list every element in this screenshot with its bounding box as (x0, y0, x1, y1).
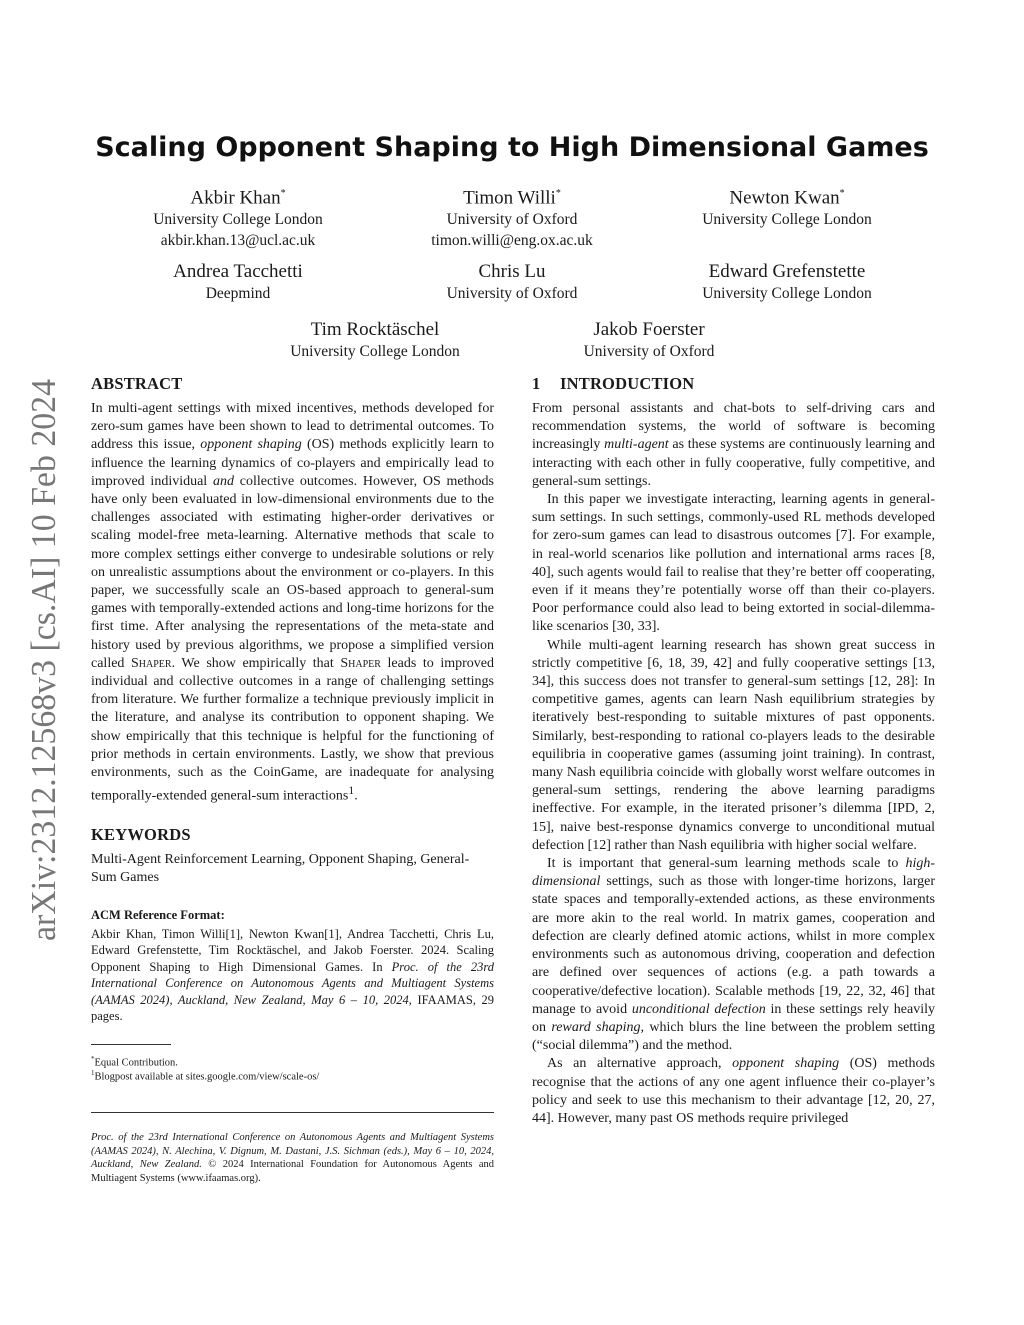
author-name: Newton Kwan (729, 187, 840, 209)
author-name: Andrea Tacchetti (173, 261, 303, 282)
author-name: Jakob Foerster (593, 319, 705, 340)
author-block (362, 183, 662, 251)
author-block (225, 319, 525, 362)
author-block (637, 261, 937, 304)
author-affiliation: University College London (153, 211, 323, 229)
proceedings-rule (91, 1112, 494, 1113)
intro-paragraph: As an alternative approach, opponent shaping (OS) methods recognise that the actions of any one agent influence their co-player’s policy and seek to use this mechanism to their advantage [12, 20, 27, 44]. However, many past OS methods require privileged (532, 1056, 935, 1126)
author-affiliation: University of Oxford (446, 211, 578, 229)
author-name: Edward Grefenstette (708, 261, 866, 282)
arxiv-side-stamp (15, 375, 65, 945)
author-block (88, 183, 388, 251)
footnote: *Equal Contribution. (91, 1055, 178, 1069)
author-name: Timon Willi (463, 187, 556, 209)
keywords-heading: KEYWORDS (91, 825, 191, 845)
proceedings-note: Proc. of the 23rd International Conference on Autonomous Agents and Multiagent Systems (AAMAS 2024), N. Alechina, V. Dignum, M. Dastani, J.S. Sichman (eds.), May 6 – 10, 2024, Auckland, New Zealand. © 2024 International Foundation for Autonomous Agents and Multiagent Systems (www.ifaamas.org). (91, 1132, 494, 1185)
author-affiliation: Deepmind (205, 285, 271, 302)
author-name: Akbir Khan (190, 187, 281, 209)
abstract-text: In multi-agent settings with mixed incentives, methods developed for zero-sum games have been shown to lead to detrimental outcomes. To address this issue, opponent shaping (OS) methods explicitly learn to influence the learning dynamics of co-players and empirically lead to improved individual and collective outcomes. However, OS methods have only been evaluated in low-dimensional environments due to the challenges associated with estimating higher-order derivatives or scaling model-free meta-learning. Alternative methods that scale to more complex settings either converge to undesirable solutions or rely on unrealistic assumptions about the environment or co-players. In this paper, we successfully scale an OS-based approach to general-sum games with temporally-extended actions and long-time horizons for the first time. After analysing the representations of the meta-state and history used by previous algorithms, we propose a simplified version called Shaper. We show empirically that Shaper leads to improved individual and collective outcomes in a range of challenging settings from literature. We further formalize a technique previously implicit in the literature, and analyse its contribution to opponent shaping. We show empirically that this technique is helpful for the functioning of prior methods in certain environments. Lastly, we show that previous environments, such as the CoinGame, are inadequate for analysing temporally-extended general-sum interactions$^1$. (91, 401, 495, 804)
author-email: akbir.khan.13@ucl.ac.uk (160, 232, 316, 250)
left-column (91, 373, 494, 1025)
author-name: Tim Rocktäschel (310, 319, 440, 340)
author-affiliation: University College London (702, 285, 872, 302)
intro-paragraph: While multi-agent learning research has shown great success in strictly competitive [6, 18, 39, 42] and fully cooperative settings [13, 34], this success does not transfer to general-sum settings [12, 28]: In competitive games, agents can learn Nash equilibrium strategies by iteratively best-responding to suitable mixtures of past opponents. Similarly, best-responding to rational co-players leads to the desirable equilibria in cooperative games (assuming joint training). In contrast, many Nash equilibria coincide with globally worst welfare outcomes in general-sum settings, rendering the above learning paradigms ineffective. For example, in the iterated prisoner’s dilemma [IPD, 2, 15], naive best-response dynamics converge to unconditional mutual defection [12] rather than Nash equilibria with higher social welfare. (532, 637, 935, 853)
author-affiliation: University College London (290, 343, 460, 360)
author-affiliation: University of Oxford (446, 285, 578, 302)
intro-paragraph: It is important that general-sum learning methods scale to high-dimensional settings, such as those with longer-time horizons, larger state spaces and temporally-extended actions, as these environments are more akin to the real world. In matrix games, cooperation and defection are clearly defined atomic actions, whilst in more complex environments such as autonomous driving, cooperation and defection are defined over sequences of actions (e.g. a path towards a cooperative/defective location). Scalable methods [19, 22, 32, 46] that manage to avoid unconditional defection in these settings rely heavily on reward shaping, which blurs the line between the problem setting (“social dilemma”) and the method. (532, 856, 936, 1054)
author-email: timon.willi@eng.ox.ac.uk (431, 232, 593, 250)
footnote: $^1$Blogpost available at sites.google.com/view/scale-os/ (91, 1069, 320, 1083)
author-block (88, 261, 388, 304)
introduction-heading: 1 INTRODUCTION (532, 374, 695, 393)
equal-contribution-mark: * (839, 188, 845, 199)
author-block (362, 261, 662, 304)
acm-reference-heading: ACM Reference Format: (91, 907, 225, 922)
abstract-heading: ABSTRACT (91, 374, 183, 393)
author-block (637, 183, 937, 230)
footnote-ref: 1 (348, 784, 355, 798)
right-column (532, 373, 935, 1128)
shaper-name: Shaper (340, 655, 381, 671)
equal-contribution-mark: * (555, 188, 561, 199)
equal-contribution-mark: * (280, 188, 286, 199)
shaper-name: Shaper (131, 655, 172, 671)
author-affiliation: University College London (702, 211, 872, 229)
keywords-text: Multi-Agent Reinforcement Learning, Opponent Shaping, General-Sum Games (91, 852, 470, 886)
author-block (499, 319, 799, 362)
paper-title: Scaling Opponent Shaping to High Dimensional Games (95, 132, 929, 163)
acm-reference-text: Akbir Khan, Timon Willi[1], Newton Kwan[1], Andrea Tacchetti, Chris Lu, Edward Grefenstette, Tim Rocktäschel, and Jakob Foerster. 2024. Scaling Opponent Shaping to High Dimensional Games. In Proc. of the 23rd International Conference on Autonomous Agents and Multiagent Systems (AAMAS 2024), Auckland, New Zealand, May 6 – 10, 2024, IFAAMAS, 29 pages. (91, 926, 495, 1024)
intro-paragraph: From personal assistants and chat-bots to self-driving cars and recommendation systems, the world of software is becoming increasingly multi-agent as these systems are continuously learning and interacting with each other in fully cooperative, fully competitive, and general-sum settings. (532, 401, 935, 489)
footnote-rule (91, 1044, 171, 1045)
author-name: Chris Lu (478, 261, 546, 282)
arxiv-id-text: arXiv:2312.12568v3 [cs.AI] 10 Feb 2024 (24, 375, 63, 941)
author-affiliation: University of Oxford (583, 343, 715, 360)
intro-paragraph: In this paper we investigate interacting, learning agents in general-sum settings. In such settings, commonly-used RL methods developed for zero-sum games can lead to disastrous outcomes [7]. For example, in real-world scenarios like pollution and international arms races [8, 40], such agents would fail to realise that they’re better off cooperating, even if it means they’re potentially worse off than their co-players. Poor performance could also lead to being extorted in social-dilemma-like scenarios [30, 33]. (532, 492, 935, 635)
